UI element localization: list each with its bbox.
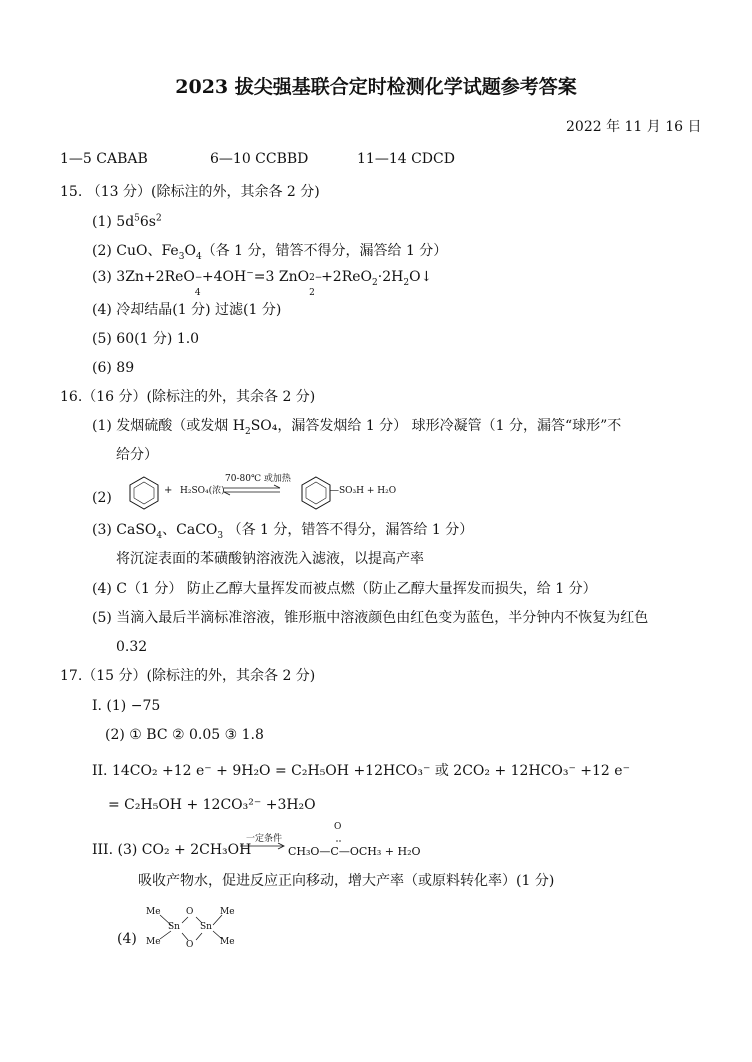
q17-i-1: I. (1) −75 bbox=[92, 698, 161, 714]
q16-answer-1: (1) 发烟硫酸（或发烟 $H_2SO_4$，漏答发烟给 1 分） 球形冷凝管（1 分，漏答“球形”不 bbox=[92, 418, 622, 437]
q17-iii-product: CH₃O—C—OCH₃ + H₂O bbox=[288, 845, 421, 858]
q16-heading: 16.（16 分）(除标注的外，其余各 2 分) bbox=[60, 389, 316, 405]
mc-answers-11-14: 11—14 CDCD bbox=[357, 151, 455, 167]
oxygen-atom-1: O bbox=[186, 907, 194, 917]
q15-answer-1: (1) $5d^56s^2$ bbox=[92, 213, 162, 230]
q17-ii-line2: = C₂H₅OH + 12CO₃²⁻ +3H₂O bbox=[108, 797, 316, 813]
q16-answer-2-label: (2) bbox=[92, 490, 112, 506]
mc-answers-6-10: 6—10 CCBBD bbox=[210, 151, 309, 167]
q15-answer-4: (4) 冷却结晶(1 分) 过滤(1 分) bbox=[92, 302, 282, 318]
methyl-1: Me bbox=[146, 907, 161, 917]
methyl-3: Me bbox=[220, 907, 235, 917]
q15-answer-3: (3) 3Zn+2ReO − 4 +4OH−=3 ZnO 2− 2 $+2ReO_2\cdot 2H_2O↓$ bbox=[92, 268, 433, 298]
q17-heading: 17.（15 分）(除标注的外，其余各 2 分) bbox=[60, 668, 316, 684]
oxygen-atom-2: O bbox=[186, 940, 194, 950]
benzene-ring-left-inner bbox=[134, 482, 154, 504]
q17-iii-reactants: III. (3) CO₂ + 2CH₃OH bbox=[92, 842, 252, 858]
reaction-condition: 70-80℃ 或加热 bbox=[225, 474, 291, 484]
product-label: —SO₃H + H₂O bbox=[330, 486, 397, 496]
q17-ii-line1: II. 14CO₂ +12 e⁻ + 9H₂O = C₂H₅OH +12HCO₃⁻ 或 2CO₂ + 12HCO₃⁻ +12 e⁻ bbox=[92, 763, 630, 779]
q15-answer-5: (5) 60(1 分) 1.0 bbox=[92, 331, 200, 347]
q17-i-2: (2) ① BC ② 0.05 ③ 1.8 bbox=[105, 727, 264, 743]
q16-answer-3: (3) CaSO$_4$、CaCO$_3$ （各 1 分，错答不得分，漏答给 1 分） bbox=[92, 522, 474, 541]
q15-answer-6: (6) 89 bbox=[92, 360, 135, 376]
mc-answers-1-5: 1—5 CABAB bbox=[60, 151, 148, 167]
methyl-2: Me bbox=[146, 937, 161, 947]
methyl-4: Me bbox=[220, 937, 235, 947]
q15-heading: 15. （13 分）(除标注的外，其余各 2 分) bbox=[60, 184, 320, 200]
q17-iv-label: (4) bbox=[117, 931, 137, 947]
tin-atom-2: Sn bbox=[200, 922, 212, 932]
q16-answer-5: (5) 当滴入最后半滴标准溶液，锥形瓶中溶液颜色由红色变为蓝色，半分钟内不恢复为红色 bbox=[92, 610, 649, 626]
q16-answer-3-cont: 将沉淀表面的苯磺酸钠溶液洗入滤液，以提高产率 bbox=[116, 551, 424, 567]
q15-answer-2: (2) CuO、$Fe_3O_4$（各 1 分，错答不得分，漏答给 1 分） bbox=[92, 243, 448, 262]
carbonyl-oxygen: O bbox=[334, 822, 342, 832]
date: 2022 年 11 月 16 日 bbox=[566, 119, 702, 135]
q17-iii-condition: 一定条件 bbox=[246, 834, 283, 844]
plus-sign: + bbox=[164, 485, 173, 496]
page-title: 2023 拔尖强基联合定时检测化学试题参考答案 bbox=[175, 76, 577, 98]
reagent-label: H₂SO₄(浓) bbox=[180, 486, 225, 496]
tin-atom-1: Sn bbox=[168, 922, 180, 932]
q16-answer-5-cont: 0.32 bbox=[116, 639, 148, 655]
q17-iii-note: 吸收产物水，促进反应正向移动，增大产率（或原料转化率）(1 分) bbox=[138, 873, 555, 889]
q16-answer-4: (4) C（1 分） 防止乙醇大量挥发而被点燃（防止乙醇大量挥发而损失，给 1 分） bbox=[92, 581, 597, 597]
q16-answer-1-cont: 给分） bbox=[116, 447, 158, 463]
